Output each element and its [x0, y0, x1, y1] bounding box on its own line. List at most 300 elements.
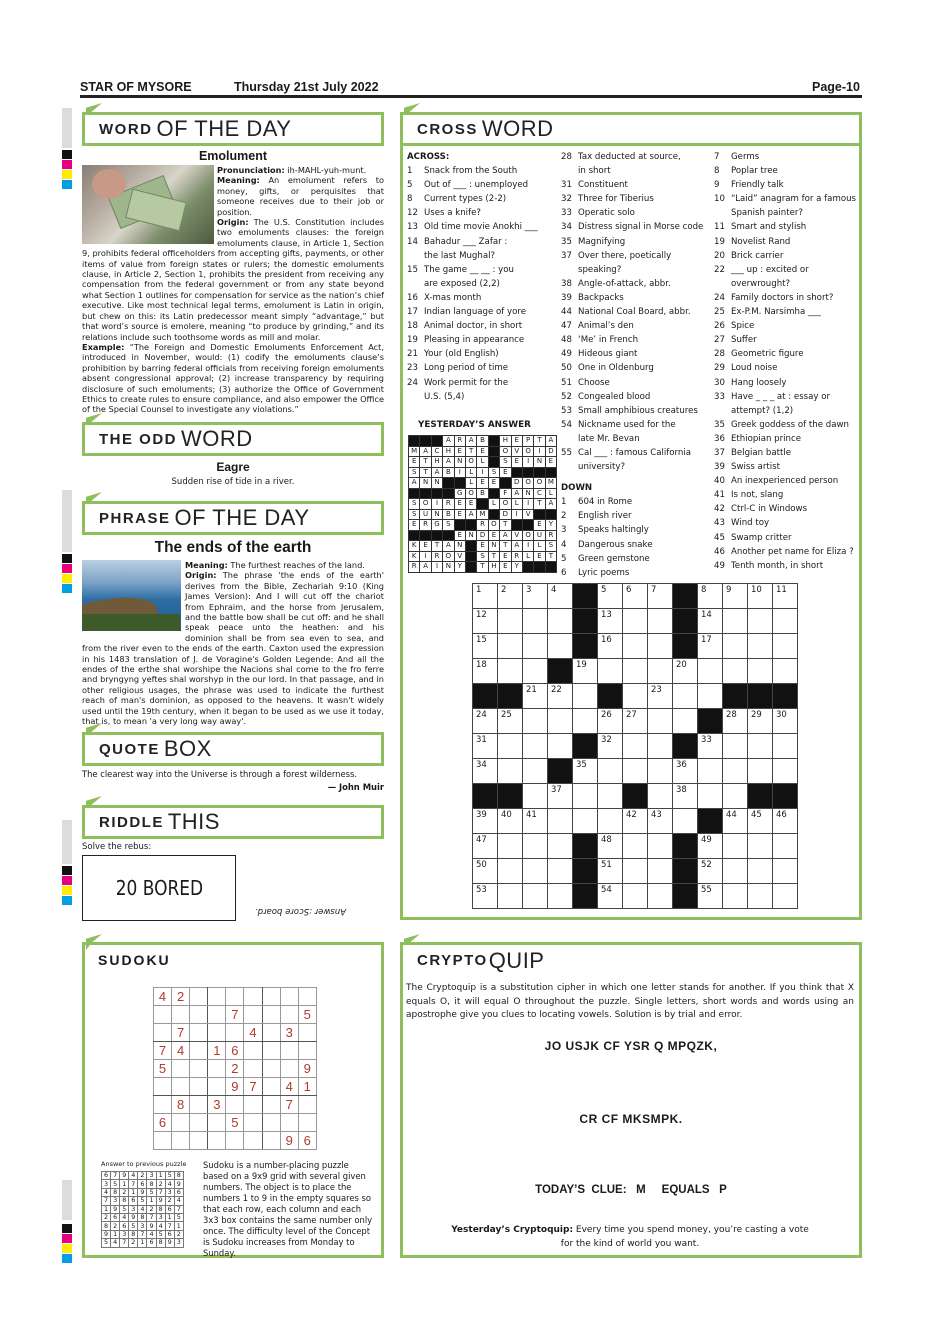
cryptoquip-title: CRYPTO QUIP [400, 942, 862, 976]
crossword-cell[interactable] [648, 684, 673, 709]
answer-cell: A [443, 457, 454, 468]
crossword-cell[interactable] [673, 809, 698, 834]
answer-cell: E [409, 520, 420, 531]
answer-cell [454, 520, 465, 531]
crossword-grid[interactable] [472, 583, 798, 909]
sudoku-cell[interactable] [262, 1006, 280, 1024]
crossword-cell[interactable] [648, 859, 673, 884]
sudoku-cell[interactable] [262, 1024, 280, 1042]
crossword-cell[interactable] [673, 709, 698, 734]
down-clue: 1 604 in Rome [561, 497, 633, 508]
crossword-cell[interactable] [648, 609, 673, 634]
crossword-cell[interactable] [673, 659, 698, 684]
sudoku-cell[interactable] [208, 1078, 226, 1096]
crossword-cell[interactable] [623, 609, 648, 634]
crossword-cell[interactable] [548, 859, 573, 884]
clue-number: 18 [476, 660, 487, 670]
crossword-cell[interactable] [623, 809, 648, 834]
black-cell [548, 759, 573, 784]
across-clue: the last Mughal? [424, 250, 496, 261]
down-clue: 10 “Laid” anagram for a famous [714, 194, 856, 205]
crossword-cell[interactable] [498, 834, 523, 859]
crossword-cell[interactable] [773, 759, 798, 784]
answer-cell [409, 530, 420, 541]
sudoku-cell[interactable] [226, 1132, 244, 1150]
sudoku-cell[interactable] [208, 1114, 226, 1132]
sudoku-cell[interactable] [244, 1042, 262, 1060]
sudoku-cell[interactable] [244, 1114, 262, 1132]
sudoku-cell[interactable] [190, 1060, 208, 1078]
sudoku-cell[interactable] [190, 1006, 208, 1024]
sudoku-cell[interactable] [298, 1114, 316, 1132]
crossword-cell[interactable] [523, 734, 548, 759]
crossword-cell[interactable] [523, 884, 548, 909]
crossword-cell[interactable] [598, 759, 623, 784]
previous-sudoku-cell: 9 [111, 1205, 120, 1213]
sudoku-cell[interactable] [172, 1078, 190, 1096]
crossword-cell[interactable] [773, 659, 798, 684]
sudoku-cell[interactable] [244, 988, 262, 1006]
clue-number: 25 [501, 710, 512, 720]
crossword-cell[interactable] [698, 634, 723, 659]
crossword-cell[interactable] [623, 659, 648, 684]
crossword-cell[interactable] [573, 659, 598, 684]
crossword-cell[interactable] [673, 684, 698, 709]
sudoku-cell: 3 [280, 1024, 298, 1042]
sudoku-cell: 3 [208, 1096, 226, 1114]
crossword-cell[interactable] [523, 834, 548, 859]
crossword-cell[interactable] [648, 884, 673, 909]
clue-number: 38 [676, 785, 687, 795]
sudoku-cell[interactable] [172, 1114, 190, 1132]
crossword-cell[interactable] [473, 709, 498, 734]
sudoku-cell[interactable] [172, 1132, 190, 1150]
sudoku-cell[interactable] [280, 1006, 298, 1024]
sudoku-cell[interactable] [262, 1114, 280, 1132]
sudoku-cell[interactable] [190, 1114, 208, 1132]
crossword-cell[interactable] [748, 884, 773, 909]
crossword-cell[interactable] [698, 784, 723, 809]
crossword-cell[interactable] [648, 809, 673, 834]
sudoku-cell[interactable] [208, 1024, 226, 1042]
crossword-cell[interactable] [648, 634, 673, 659]
crossword-cell[interactable] [523, 634, 548, 659]
crossword-cell[interactable] [623, 759, 648, 784]
crossword-cell[interactable] [773, 609, 798, 634]
answer-cell: E [465, 499, 476, 510]
answer-cell: S [488, 467, 499, 478]
crossword-cell[interactable] [673, 784, 698, 809]
sudoku-cell[interactable] [298, 988, 316, 1006]
crossword-cell[interactable] [723, 884, 748, 909]
sudoku-cell[interactable] [172, 1006, 190, 1024]
previous-sudoku-cell: 1 [129, 1188, 138, 1196]
paper-name: STAR OF MYSORE [80, 80, 192, 94]
crossword-cell[interactable] [573, 809, 598, 834]
previous-sudoku-cell: 3 [174, 1239, 183, 1247]
black-cell [473, 784, 498, 809]
answer-cell [454, 478, 465, 489]
crossword-cell[interactable] [573, 784, 598, 809]
crossword-cell[interactable] [473, 859, 498, 884]
answer-cell [431, 488, 442, 499]
clue-number: 21 [526, 685, 537, 695]
crossword-cell[interactable] [598, 784, 623, 809]
answer-cell: F [500, 488, 511, 499]
previous-sudoku-cell: 6 [147, 1239, 156, 1247]
crossword-cell[interactable] [523, 684, 548, 709]
answer-cell: E [500, 562, 511, 573]
crossword-cell[interactable] [623, 834, 648, 859]
sudoku-cell[interactable] [244, 1006, 262, 1024]
sudoku-cell[interactable] [280, 1042, 298, 1060]
crossword-cell[interactable] [773, 834, 798, 859]
answer-cell: H [443, 446, 454, 457]
crossword-cell[interactable] [623, 884, 648, 909]
crossword-cell[interactable] [523, 809, 548, 834]
crossword-cell[interactable] [748, 609, 773, 634]
crossword-cell[interactable] [698, 859, 723, 884]
sudoku-cell[interactable] [262, 1042, 280, 1060]
answer-cell: N [454, 457, 465, 468]
crossword-cell[interactable] [498, 634, 523, 659]
answer-cell: O [522, 478, 533, 489]
reg-mark-k4 [62, 1224, 72, 1233]
sudoku-cell[interactable] [262, 1060, 280, 1078]
crossword-cell[interactable] [773, 709, 798, 734]
answer-cell: L [511, 499, 522, 510]
crossword-cell[interactable] [548, 734, 573, 759]
crossword-cell[interactable] [548, 709, 573, 734]
crossword-cell[interactable] [723, 659, 748, 684]
crossword-cell[interactable] [773, 859, 798, 884]
crossword-cell[interactable] [473, 659, 498, 684]
answer-cell: A [545, 436, 556, 447]
previous-sudoku-cell: 4 [174, 1197, 183, 1205]
crossword-cell[interactable] [473, 759, 498, 784]
crossword-cell[interactable] [498, 759, 523, 784]
clue-number: 23 [651, 685, 662, 695]
crossword-cell[interactable] [598, 834, 623, 859]
previous-sudoku-cell: 3 [138, 1222, 147, 1230]
previous-sudoku-cell: 8 [147, 1180, 156, 1188]
sudoku-cell[interactable] [262, 1078, 280, 1096]
riddle-answer: Answer :Score board. [255, 906, 346, 916]
crossword-cell[interactable] [773, 584, 798, 609]
crossword-cell[interactable] [598, 584, 623, 609]
sudoku-cell[interactable] [154, 1132, 172, 1150]
sudoku-cell[interactable] [190, 1042, 208, 1060]
answer-cell [488, 457, 499, 468]
crossword-cell[interactable] [773, 809, 798, 834]
answer-cell [420, 436, 431, 447]
crossword-cell[interactable] [548, 609, 573, 634]
quote-author: — John Muir [327, 782, 384, 792]
sudoku-cell[interactable] [208, 1060, 226, 1078]
crossword-cell[interactable] [698, 584, 723, 609]
sudoku-cell[interactable] [262, 1132, 280, 1150]
black-cell [573, 584, 598, 609]
crossword-cell[interactable] [648, 784, 673, 809]
previous-sudoku-cell: 6 [138, 1180, 147, 1188]
black-cell [573, 734, 598, 759]
answer-cell: V [522, 509, 533, 520]
crossword-cell[interactable] [473, 734, 498, 759]
answer-cell: T [431, 541, 442, 552]
crossword-cell[interactable] [748, 634, 773, 659]
previous-sudoku-cell: 6 [165, 1205, 174, 1213]
crossword-cell[interactable] [723, 834, 748, 859]
crossword-cell[interactable] [473, 809, 498, 834]
crossword-cell[interactable] [723, 584, 748, 609]
black-cell [673, 884, 698, 909]
sudoku-cell[interactable] [190, 988, 208, 1006]
crossword-cell[interactable] [598, 734, 623, 759]
sudoku-cell[interactable] [244, 1060, 262, 1078]
sudoku-cell[interactable] [298, 1024, 316, 1042]
crossword-cell[interactable] [748, 584, 773, 609]
answer-cell: E [500, 467, 511, 478]
crossword-cell[interactable] [548, 584, 573, 609]
crossword-cell[interactable] [623, 634, 648, 659]
crossword-cell[interactable] [573, 684, 598, 709]
answer-cell: B [443, 509, 454, 520]
crossword-cell[interactable] [698, 684, 723, 709]
answer-cell: L [534, 541, 545, 552]
crossword-cell[interactable] [498, 584, 523, 609]
answer-cell [545, 562, 556, 573]
answer-cell [488, 446, 499, 457]
crossword-cell[interactable] [473, 834, 498, 859]
crossword-cell[interactable] [623, 734, 648, 759]
sudoku-cell[interactable] [226, 988, 244, 1006]
sudoku-cell: 9 [226, 1078, 244, 1096]
answer-cell: I [420, 551, 431, 562]
crossword-cell[interactable] [623, 709, 648, 734]
sudoku-cell[interactable] [190, 1132, 208, 1150]
crossword-cell[interactable] [473, 609, 498, 634]
answer-cell: E [409, 457, 420, 468]
answer-cell: E [511, 457, 522, 468]
across-clue: 54 Nickname used for the [561, 419, 676, 430]
crossword-cell[interactable] [598, 609, 623, 634]
crossword-cell[interactable] [648, 584, 673, 609]
clue-number: 41 [526, 810, 537, 820]
previous-sudoku-cell: 7 [174, 1205, 183, 1213]
clue-number: 33 [701, 735, 712, 745]
crossword-cell[interactable] [648, 734, 673, 759]
sudoku-cell[interactable] [154, 1024, 172, 1042]
crossword-cell[interactable] [773, 734, 798, 759]
across-clue: 21 Your (old English) [407, 349, 499, 360]
black-cell [673, 634, 698, 659]
crossword-cell[interactable] [573, 759, 598, 784]
crossword-cell[interactable] [723, 734, 748, 759]
across-clue: 23 Long period of time [407, 363, 509, 374]
black-cell [773, 684, 798, 709]
sudoku-cell[interactable] [226, 1096, 244, 1114]
crossword-cell[interactable] [498, 709, 523, 734]
crossword-cell[interactable] [498, 859, 523, 884]
answer-cell: E [534, 551, 545, 562]
crossword-cell[interactable] [623, 684, 648, 709]
previous-sudoku-cell: 9 [147, 1222, 156, 1230]
crossword-cell[interactable] [473, 884, 498, 909]
down-clue: 11 Smart and stylish [714, 222, 807, 233]
answer-cell: N [431, 478, 442, 489]
answer-cell: E [545, 457, 556, 468]
sudoku-cell[interactable] [190, 1096, 208, 1114]
previous-sudoku-cell: 3 [165, 1188, 174, 1196]
crossword-cell[interactable] [548, 684, 573, 709]
clue-number: 55 [701, 885, 712, 895]
sudoku-cell: 5 [298, 1006, 316, 1024]
clue-number: 22 [551, 685, 562, 695]
clue-number: 45 [751, 810, 762, 820]
crossword-cell[interactable] [748, 659, 773, 684]
sudoku-cell[interactable] [154, 1096, 172, 1114]
crossword-cell[interactable] [748, 759, 773, 784]
sudoku-cell[interactable] [226, 1024, 244, 1042]
crossword-cell[interactable] [723, 634, 748, 659]
crossword-cell[interactable] [723, 759, 748, 784]
crossword-cell[interactable] [473, 584, 498, 609]
crossword-cell[interactable] [698, 884, 723, 909]
sudoku-cell[interactable] [280, 1060, 298, 1078]
crossword-cell[interactable] [523, 784, 548, 809]
sudoku-cell[interactable] [190, 1078, 208, 1096]
sudoku-cell[interactable] [298, 1096, 316, 1114]
crossword-cell[interactable] [723, 709, 748, 734]
sudoku-cell[interactable] [280, 988, 298, 1006]
reg-mark-m2 [62, 564, 72, 573]
crossword-cell[interactable] [598, 634, 623, 659]
crossword-cell[interactable] [723, 859, 748, 884]
clue-number: 10 [751, 585, 762, 595]
crossword-cell[interactable] [748, 834, 773, 859]
answer-cell: L [545, 488, 556, 499]
crossword-cell[interactable] [648, 659, 673, 684]
sudoku-cell[interactable] [262, 988, 280, 1006]
crossword-cell[interactable] [523, 584, 548, 609]
crossword-cell[interactable] [548, 809, 573, 834]
crossword-cell[interactable] [623, 859, 648, 884]
crossword-cell[interactable] [648, 834, 673, 859]
crossword-cell[interactable] [748, 859, 773, 884]
black-cell [623, 784, 648, 809]
crossword-cell[interactable] [498, 884, 523, 909]
previous-sudoku-cell: 3 [156, 1213, 165, 1221]
crossword-cell[interactable] [598, 659, 623, 684]
crossword-cell[interactable] [623, 584, 648, 609]
previous-sudoku-cell: 4 [129, 1172, 138, 1180]
sudoku-cell[interactable] [208, 988, 226, 1006]
crossword-cell[interactable] [523, 759, 548, 784]
sudoku-cell[interactable] [172, 1060, 190, 1078]
crossword-cell[interactable] [773, 634, 798, 659]
crossword-cell[interactable] [598, 884, 623, 909]
crossword-cell[interactable] [573, 709, 598, 734]
crossword-cell[interactable] [598, 809, 623, 834]
crossword-cell[interactable] [698, 834, 723, 859]
answer-cell: E [454, 530, 465, 541]
crossword-cell[interactable] [723, 809, 748, 834]
clue-number: 12 [476, 610, 487, 620]
crossword-cell[interactable] [498, 734, 523, 759]
sudoku-cell[interactable] [208, 1006, 226, 1024]
crossword-cell[interactable] [523, 659, 548, 684]
crossword-cell[interactable] [598, 709, 623, 734]
across-clue: 18 Animal doctor, in short [407, 321, 523, 332]
answer-cell: E [534, 520, 545, 531]
crossword-cell[interactable] [673, 759, 698, 784]
crossword-cell[interactable] [548, 834, 573, 859]
across-clue: 13 Old time movie Anokhi ___ [407, 222, 538, 233]
sudoku-cell[interactable] [244, 1096, 262, 1114]
crossword-cell[interactable] [548, 784, 573, 809]
previous-sudoku-cell: 4 [165, 1180, 174, 1188]
sudoku-cell[interactable] [208, 1132, 226, 1150]
crossword-cell[interactable] [698, 609, 723, 634]
crossword-cell[interactable] [773, 884, 798, 909]
sudoku-cell[interactable] [280, 1114, 298, 1132]
sudoku-grid[interactable] [153, 987, 317, 1150]
answer-cell: S [545, 541, 556, 552]
crossword-cell[interactable] [498, 659, 523, 684]
down-clue: 39 Swiss artist [714, 462, 780, 473]
crossword-cell[interactable] [648, 709, 673, 734]
crossword-cell[interactable] [548, 884, 573, 909]
sudoku-cell[interactable] [244, 1132, 262, 1150]
reg-mark-m1 [62, 160, 72, 169]
crossword-cell[interactable] [498, 809, 523, 834]
crossword-cell[interactable] [523, 709, 548, 734]
reg-mark-y3 [62, 886, 72, 895]
crossword-cell[interactable] [723, 784, 748, 809]
crossword-cell[interactable] [748, 809, 773, 834]
crossword-cell[interactable] [598, 859, 623, 884]
crossword-cell[interactable] [698, 659, 723, 684]
crossword-cell[interactable] [648, 759, 673, 784]
crossword-cell[interactable] [473, 634, 498, 659]
cryptoquip-line1: JO USJK CF YSR Q MPQZK, [544, 1039, 718, 1053]
sudoku-cell[interactable] [154, 1006, 172, 1024]
margin-bar-low [62, 820, 72, 864]
crossword-cell[interactable] [723, 609, 748, 634]
crossword-cell[interactable] [498, 609, 523, 634]
clue-number: 17 [701, 635, 712, 645]
crossword-cell[interactable] [698, 734, 723, 759]
sudoku-cell[interactable] [262, 1096, 280, 1114]
clue-number: 52 [701, 860, 712, 870]
sudoku-cell[interactable] [190, 1024, 208, 1042]
previous-sudoku-cell: 5 [129, 1222, 138, 1230]
crossword-cell[interactable] [748, 734, 773, 759]
crossword-cell[interactable] [523, 609, 548, 634]
answer-cell: A [500, 530, 511, 541]
sudoku-cell[interactable] [154, 1078, 172, 1096]
sudoku-cell[interactable] [298, 1042, 316, 1060]
reg-mark-c1 [62, 180, 72, 189]
answer-cell: R [545, 530, 556, 541]
answer-cell [443, 488, 454, 499]
crossword-cell[interactable] [698, 759, 723, 784]
crossword-cell[interactable] [548, 634, 573, 659]
clue-number: 39 [476, 810, 487, 820]
crossword-cell[interactable] [523, 859, 548, 884]
across-clue: 31 Constituent [561, 180, 628, 191]
crossword-cell[interactable] [748, 709, 773, 734]
